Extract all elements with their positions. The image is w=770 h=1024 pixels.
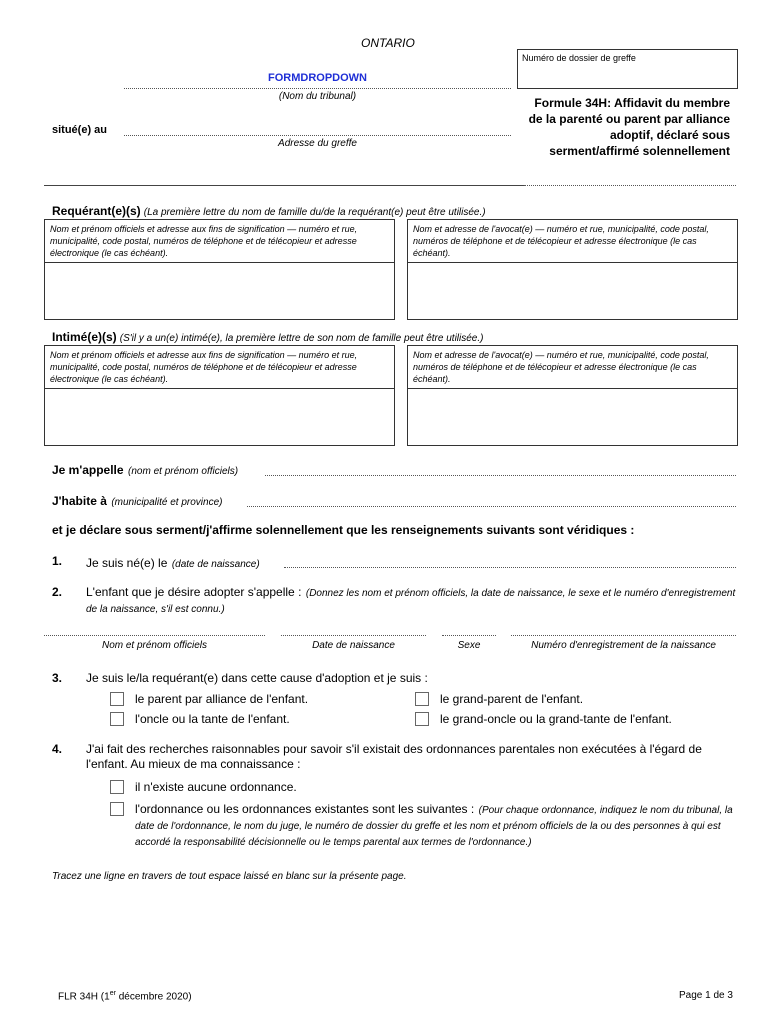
live-field[interactable] — [247, 506, 736, 507]
option-great-uncle-aunt: le grand-oncle ou la grand-tante de l'enfant. — [440, 712, 672, 726]
court-file-label: Numéro de dossier de greffe — [522, 53, 636, 63]
existing-orders-hint: (Pour chaque ordonnance, indiquez le nom du tribunal, la date de l'ordonnance, le nom du juge, le numéro de dossier du greffe et les nom et prénom officiels de la ou des personnes à qui est accordé la responsabilité décisionnelle ou le temps parental aux termes de l'ordonnance.) — [135, 805, 733, 848]
respondents-heading: Intimé(e)(s) — [52, 330, 117, 344]
page-number: Page 1 de 3 — [679, 990, 733, 1001]
respondent-lawyer-caption: Nom et adresse de l'avocat(e) — numéro et rue, municipalité, code postal, numéros de téléphone et de télécopieur et adresse électronique (le cas échéant). — [408, 346, 737, 389]
court-address-field[interactable] — [124, 135, 511, 136]
item-2-text: L'enfant que je désire adopter s'appelle : — [86, 585, 302, 599]
province-label: ONTARIO — [361, 36, 415, 50]
name-row — [52, 461, 238, 479]
child-sex-field[interactable] — [442, 635, 496, 636]
court-name-dropdown[interactable]: FORMDROPDOWN — [268, 72, 367, 84]
court-name-line — [124, 88, 511, 89]
item-1-hint: (date de naissance) — [171, 559, 260, 570]
name-label: Je m'appelle — [52, 463, 124, 477]
option-step-parent: le parent par alliance de l'enfant. — [135, 692, 309, 706]
item-3-number: 3. — [52, 671, 63, 685]
applicants-heading-row — [52, 204, 486, 218]
applicant-lawyer-caption: Nom et adresse de l'avocat(e) — numéro et rue, municipalité, code postal, numéros de téléphone et de télécopieur et adresse électronique (le cas échéant). — [408, 220, 737, 263]
header-rule — [44, 185, 524, 186]
child-dob-field[interactable] — [281, 635, 426, 636]
live-row — [52, 492, 223, 510]
col-sex-caption: Sexe — [457, 640, 481, 651]
birth-date-field[interactable] — [284, 567, 736, 568]
child-name-field[interactable] — [44, 635, 265, 636]
option-existing-orders: l'ordonnance ou les ordonnances existantes sont les suivantes : — [135, 802, 475, 816]
item-3-text: Je suis le/la requérant(e) dans cette cause d'adoption et je suis : — [86, 671, 428, 685]
col-dob-caption: Date de naissance — [312, 640, 395, 651]
child-registration-field[interactable] — [511, 635, 736, 636]
located-at-label: situé(e) au — [52, 124, 108, 136]
respondents-note: (S'il y a un(e) intimé(e), la première lettre de son nom de famille peut être utilisée.) — [119, 333, 484, 344]
existing-orders-row — [135, 802, 736, 850]
form-id-post: décembre 2020) — [115, 991, 192, 1003]
name-hint: (nom et prénom officiels) — [128, 466, 239, 477]
applicant-lawyer-cell[interactable] — [407, 219, 738, 320]
checkbox-no-order[interactable] — [110, 780, 124, 794]
item-1-row — [86, 554, 260, 572]
name-field[interactable] — [265, 475, 736, 476]
court-name-caption: (Nom du tribunal) — [278, 91, 357, 102]
live-label: J'habite à — [52, 494, 107, 508]
col-registration-caption: Numéro d'enregistrement de la naissance — [531, 640, 716, 651]
option-no-order: il n'existe aucune ordonnance. — [135, 780, 297, 794]
form-id-pre: FLR 34H (1 — [58, 991, 110, 1003]
oath-statement: et je déclare sous serment/j'affirme solennellement que les renseignements suivants sont véridiques : — [52, 523, 635, 537]
item-2-hint: (Donnez les nom et prénom officiels, la date de naissance, le sexe et le numéro d'enregistrement de la naissance, s'il est connu.) — [86, 588, 736, 615]
applicant-info-caption: Nom et prénom officiels et adresse aux fins de signification — numéro et rue, municipalité, code postal, numéros de téléphone et de télécopieur et adresse électronique (le cas échéant). — [45, 220, 394, 263]
form-title: Formule 34H: Affidavit du membre de la parenté ou parent par alliance adoptif, déclaré sous serment/affirmé solennellement — [528, 96, 730, 158]
checkbox-grandparent[interactable] — [415, 692, 429, 706]
respondent-lawyer-cell[interactable] — [407, 345, 738, 446]
checkbox-existing-orders[interactable] — [110, 802, 124, 816]
applicants-heading: Requérant(e)(s) — [52, 204, 141, 218]
live-hint: (municipalité et province) — [111, 497, 223, 508]
item-2-row — [86, 585, 736, 617]
checkbox-great-uncle-aunt[interactable] — [415, 712, 429, 726]
option-grandparent: le grand-parent de l'enfant. — [440, 692, 584, 706]
form-identifier — [58, 990, 192, 1002]
respondents-heading-row — [52, 330, 483, 344]
respondent-info-cell[interactable] — [44, 345, 395, 446]
item-1-text: Je suis né(e) le — [86, 556, 168, 570]
applicants-note: (La première lettre du nom de famille du/de la requérant(e) peut être utilisée.) — [143, 207, 486, 218]
item-1-number: 1. — [52, 554, 63, 568]
item-4-text: J'ai fait des recherches raisonnables pour savoir s'il existait des ordonnances parentales non exécutées à l'égard de l'enfant. Au mieux de ma connaissance : — [86, 742, 702, 771]
checkbox-step-parent[interactable] — [110, 692, 124, 706]
form-id-sup: er — [109, 990, 116, 997]
header-rule-dotted — [524, 185, 736, 186]
item-2-number: 2. — [52, 585, 63, 599]
court-address-caption: Adresse du greffe — [278, 138, 357, 149]
option-uncle-aunt: l'oncle ou la tante de l'enfant. — [135, 712, 290, 726]
checkbox-uncle-aunt[interactable] — [110, 712, 124, 726]
respondent-info-caption: Nom et prénom officiels et adresse aux fins de signification — numéro et rue, municipalité, code postal, numéros de téléphone et de télécopieur et adresse électronique (le cas échéant). — [45, 346, 394, 389]
strike-through-note: Tracez une ligne en travers de tout espace laissé en blanc sur la présente page. — [52, 871, 407, 882]
applicant-info-cell[interactable] — [44, 219, 395, 320]
item-4-number: 4. — [52, 742, 63, 756]
col-name-caption: Nom et prénom officiels — [101, 640, 208, 651]
court-file-number-box[interactable] — [517, 49, 738, 89]
